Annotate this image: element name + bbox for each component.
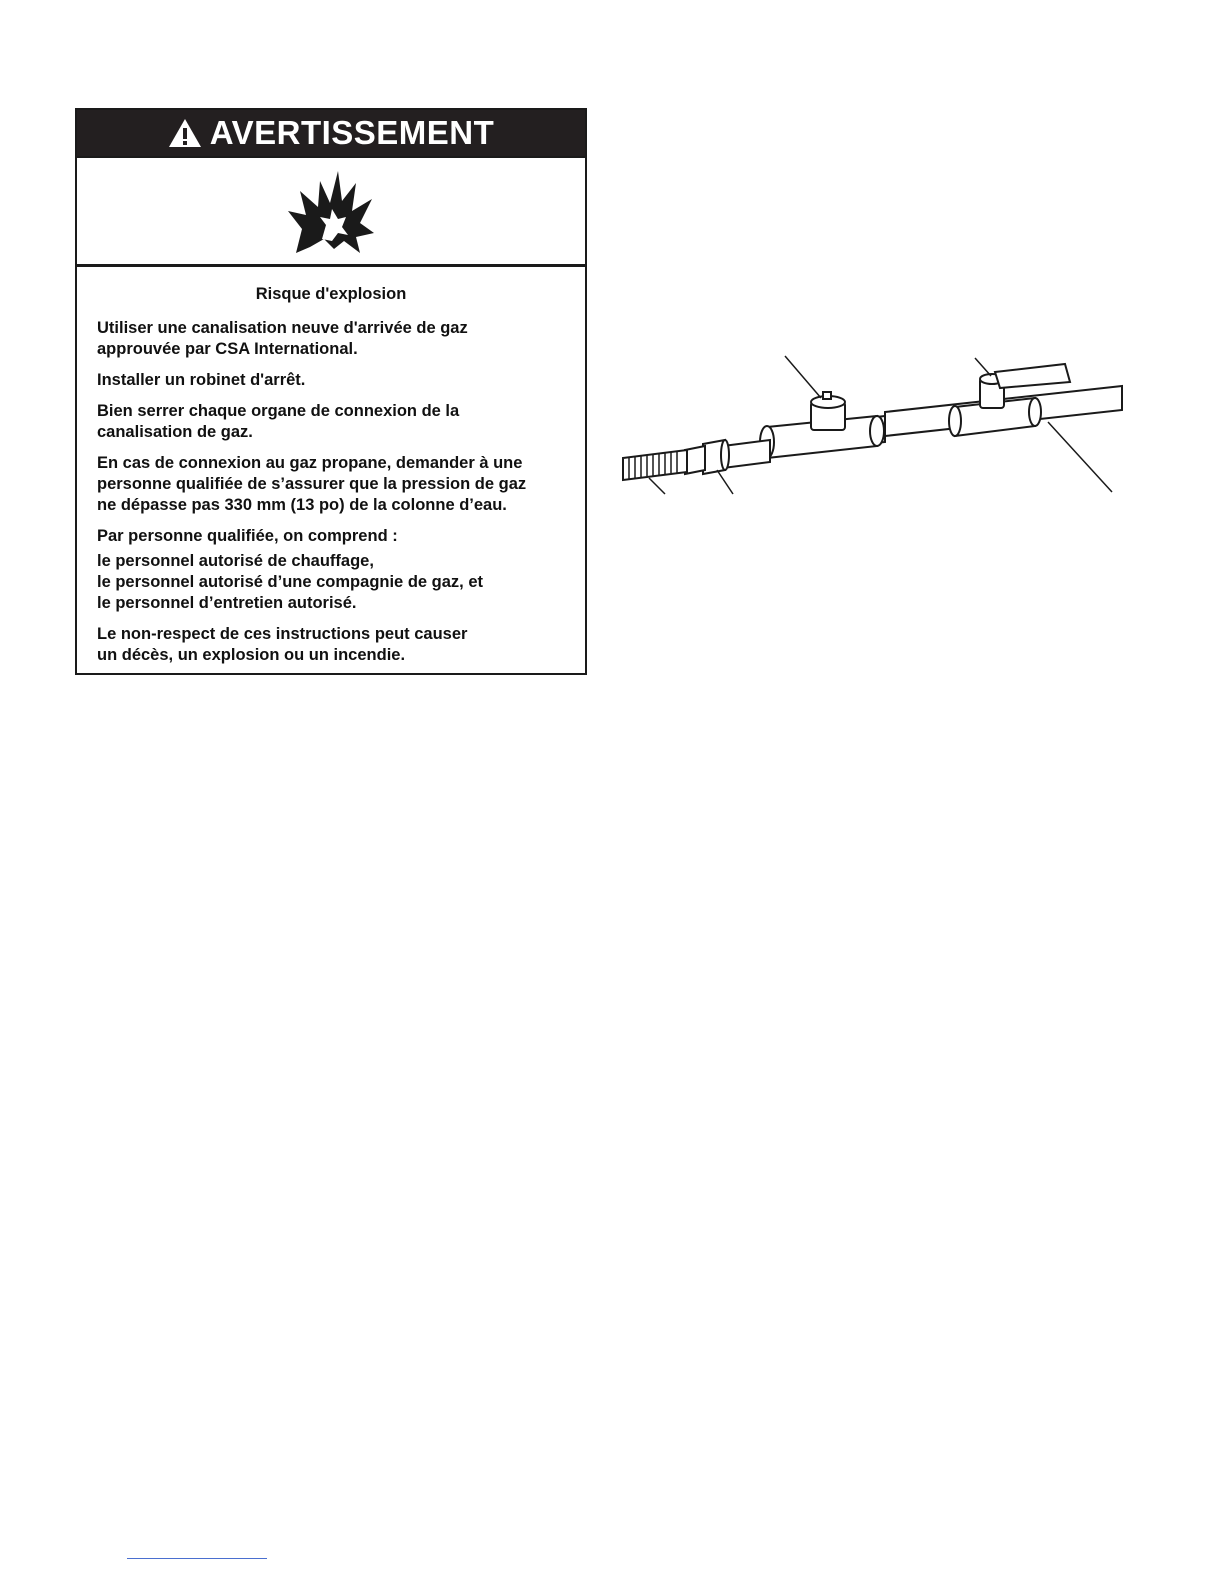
adapter-fitting-icon bbox=[685, 440, 729, 474]
pressure-tap-plug-icon bbox=[760, 392, 884, 458]
explosion-icon bbox=[286, 169, 376, 253]
hazard-symbol-area bbox=[77, 158, 585, 267]
hazard-title: Risque d'explosion bbox=[255, 285, 407, 303]
flexible-connector-icon bbox=[623, 450, 687, 480]
consequence-statement: Le non-respect de ces instructions peut causer un décès, un explosion ou un incendie. bbox=[97, 625, 468, 664]
instruction-new-line: Utiliser une canalisation neuve d'arrivée de gaz approuvée par CSA International. bbox=[97, 319, 468, 358]
instruction-shutoff-valve: Installer un robinet d'arrêt. bbox=[97, 371, 306, 389]
qualified-person-list: le personnel autorisé de chauffage, le personnel autorisé d’une compagnie de gaz, et le personnel d’entretien autorisé. bbox=[97, 552, 484, 612]
warning-body bbox=[77, 267, 585, 666]
warning-triangle-icon bbox=[168, 118, 202, 148]
warning-header bbox=[77, 110, 585, 158]
warning-title: AVERTISSEMENT bbox=[209, 114, 495, 151]
instruction-tighten: Bien serrer chaque organe de connexion de la canalisation de gaz. bbox=[97, 402, 460, 441]
footer-link-underline bbox=[127, 1558, 267, 1559]
instruction-propane: En cas de connexion au gaz propane, demander à une personne qualifiée de s’assurer que la pression de gaz ne dépasse pas 330 mm (13 po) de la colonne d’eau. bbox=[97, 454, 527, 514]
qualified-person-heading: Par personne qualifiée, on comprend : bbox=[97, 527, 398, 545]
gas-connection-diagram bbox=[615, 352, 1130, 497]
warning-box bbox=[75, 108, 587, 675]
